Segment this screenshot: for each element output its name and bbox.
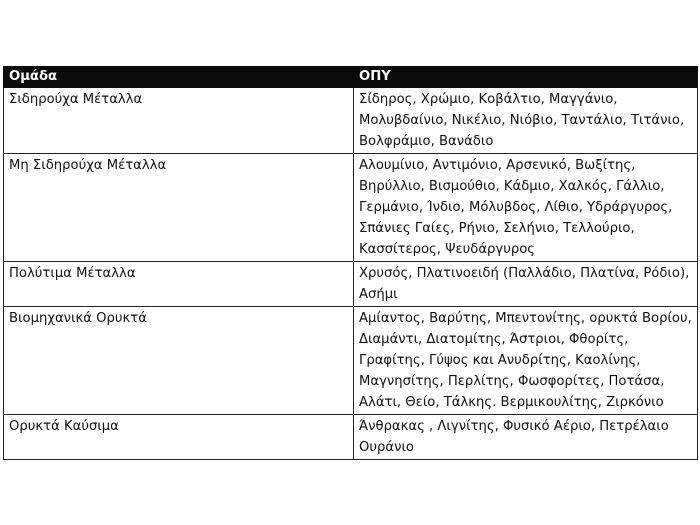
ore-cell: Αλουμίνιο, Αντιμόνιο, Αρσενικό, Βωξίτης, Βηρύλλιο, Βισμούθιο, Κάδμιο, Χαλκός, Γάλλιο, Γερμάνιο, Ίνδιο, Μόλυβδος, Λίθιο, Υδράργυρος, Σπάνιες Γαίες, Ρήνιο, Σελήνιο, Τελλούριο, Κασσίτερος, Ψευδάργυρος (354, 154, 698, 262)
ore-cell: Σίδηρος, Χρώμιο, Κοβάλτιο, Μαγγάνιο, Μολυβδαίνιο, Νικέλιο, Νιόβιο, Ταντάλιο, Τιτάνιο, Βολφράμιο, Βανάδιο (354, 88, 698, 154)
group-cell: Μη Σιδηρούχα Μέταλλα (4, 154, 354, 262)
group-cell: Ορυκτά Καύσιμα (4, 415, 354, 460)
table-row (4, 307, 698, 415)
header-group: Ομάδα (4, 67, 354, 88)
ore-cell: Άνθρακας , Λιγνίτης, Φυσικό Αέριο, Πετρέλαιο Ουράνιο (354, 415, 698, 460)
ore-cell: Χρυσός, Πλατινοειδή (Παλλάδιο, Πλατίνα, Ρόδιο), Ασήμι (354, 262, 698, 307)
group-cell: Πολύτιμα Μέταλλα (4, 262, 354, 307)
table-row (4, 154, 698, 262)
ore-cell: Αμίαντος, Βαρύτης, Μπεντονίτης, ορυκτά Βορίου, Διαμάντι, Διατομίτης, Άστριοι, Φθορίτς, Γραφίτης, Γύψος και Ανυδρίτης, Καολίνης, Μαγνησίτης, Περλίτης, Φωσφορίτες, Ποτάσα, Αλάτι, Θείο, Τάλκης. Βερμικουλίτης, Ζιρκόνιο (354, 307, 698, 415)
mineral-groups-table (3, 66, 698, 460)
table-row (4, 88, 698, 154)
table-row (4, 415, 698, 460)
header-ore: ΟΠΥ (354, 67, 698, 88)
table-row (4, 262, 698, 307)
group-cell: Βιομηχανικά Ορυκτά (4, 307, 354, 415)
header-row (4, 67, 698, 88)
group-cell: Σιδηρούχα Μέταλλα (4, 88, 354, 154)
